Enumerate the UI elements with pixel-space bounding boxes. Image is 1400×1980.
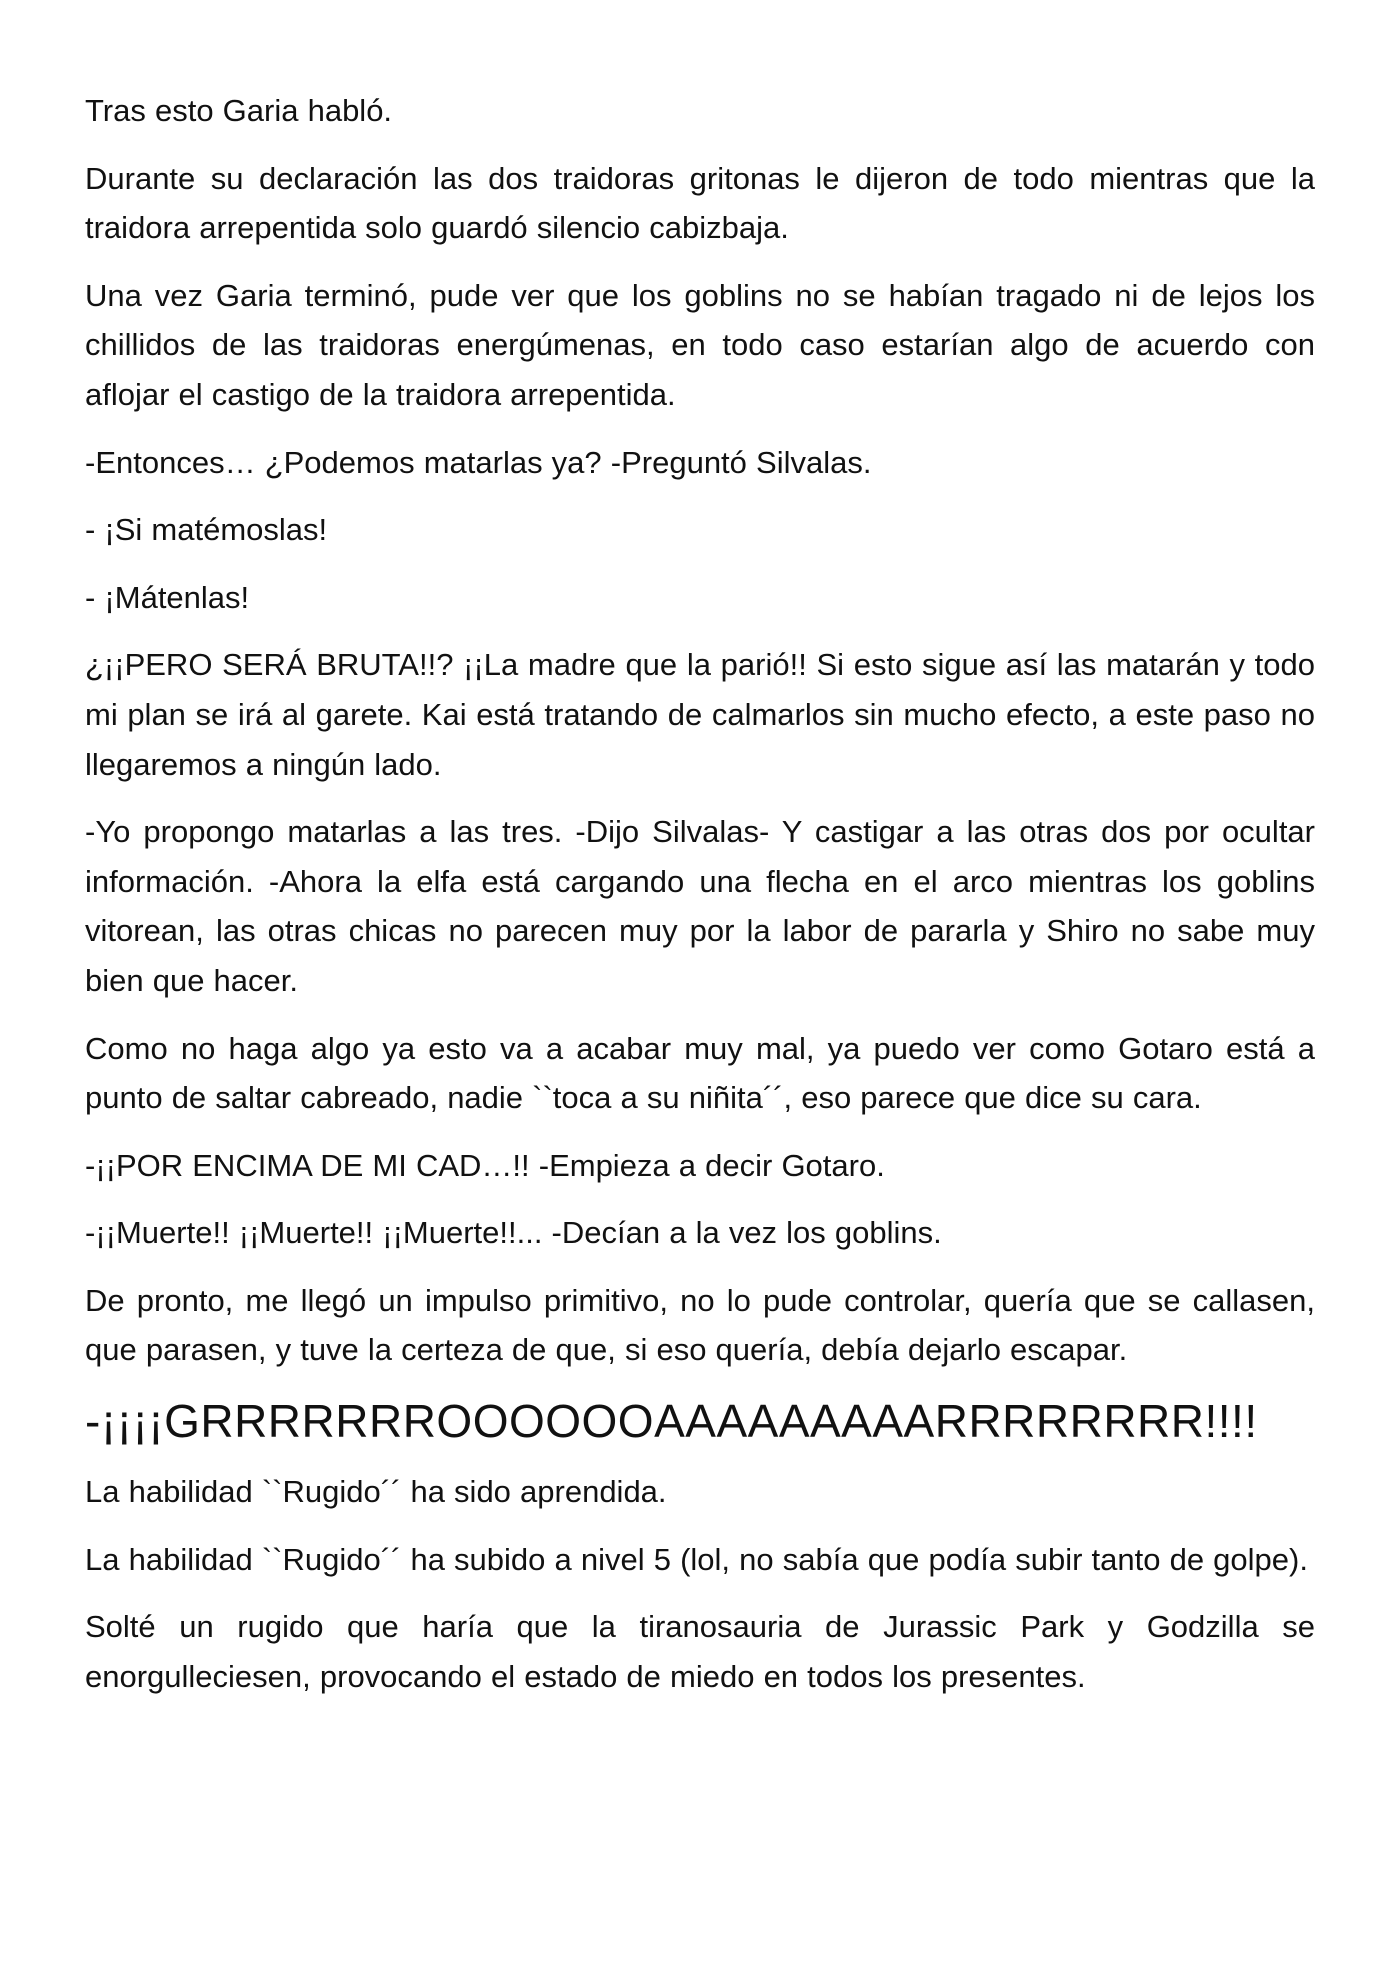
dialogue-line-10: -¡¡POR ENCIMA DE MI CAD…!! -Empieza a decir Gotaro.: [85, 1147, 885, 1183]
paragraph-16: Solté un rugido que haría que la tiranosauria de Jurassic Park y Godzilla se enorgulleciesen, provocando el estado de miedo en todos los presentes.: [85, 1609, 1315, 1694]
roar-line: -¡¡¡¡GRRRRRRROOOOOOAAAAAAAAARRRRRRRR!!!!: [85, 1395, 1258, 1448]
dialogue-line-6: - ¡Mátenlas!: [85, 579, 250, 615]
dialogue-line-5: - ¡Si matémoslas!: [85, 512, 328, 548]
paragraph-2: Durante su declaración las dos traidoras gritonas le dijeron de todo mientras que la traidora arrepentida solo guardó silencio cabizbaja.: [85, 160, 1315, 246]
paragraph-7: ¿¡¡PERO SERÁ BRUTA!!? ¡¡La madre que la parió!! Si esto sigue así las matarán y todo mi plan se irá al garete. Kai está tratando de calmarlos sin mucho efecto, a este paso no llegaremos a ningún lado.: [85, 647, 1315, 782]
paragraph-8: -Yo propongo matarlas a las tres. -Dijo Silvalas- Y castigar a las otras dos por ocultar información. -Ahora la elfa está cargando una flecha en el arco mientras los goblins vitorean, las otras chicas no parecen muy por la labor de pararla y Shiro no sabe muy bien que hacer.: [85, 814, 1315, 998]
paragraph-9: Como no haga algo ya esto va a acabar muy mal, ya puedo ver como Gotaro está a punto de saltar cabreado, nadie ``toca a su niñita´´, eso parece que dice su cara.: [85, 1030, 1315, 1116]
paragraph-1: Tras esto Garia habló.: [85, 93, 393, 128]
skill-learned-line: La habilidad ``Rugido´´ ha sido aprendida.: [85, 1474, 667, 1510]
skill-levelup-line: La habilidad ``Rugido´´ ha subido a nivel 5 (lol, no sabía que podía subir tanto de golpe).: [85, 1541, 1308, 1577]
dialogue-line-4: -Entonces… ¿Podemos matarlas ya? -Preguntó Silvalas.: [85, 444, 872, 480]
paragraph-3: Una vez Garia terminó, pude ver que los goblins no se habían tragado ni de lejos los chillidos de las traidoras energúmenas, en todo caso estarían algo de acuerdo con aflojar el castigo de la traidora arrepentida.: [85, 277, 1315, 412]
paragraph-12: De pronto, me llegó un impulso primitivo, no lo pude controlar, quería que se callasen, que parasen, y tuve la certeza de que, si eso quería, debía dejarlo escapar.: [85, 1282, 1315, 1368]
dialogue-line-11: -¡¡Muerte!! ¡¡Muerte!! ¡¡Muerte!!... -Decían a la vez los goblins.: [85, 1215, 942, 1251]
